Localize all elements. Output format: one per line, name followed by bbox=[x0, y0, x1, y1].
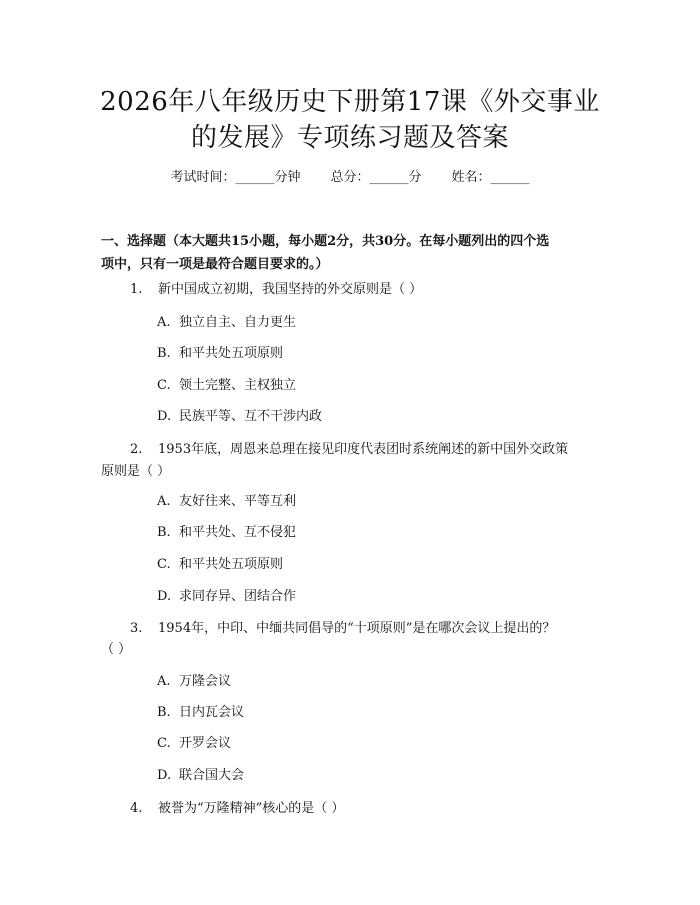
option-2b bbox=[157, 522, 296, 544]
option-text: 领土完整、主权独立 bbox=[179, 378, 297, 393]
option-3c bbox=[157, 733, 231, 755]
option-letter: A. bbox=[157, 674, 171, 689]
option-letter: C. bbox=[157, 736, 171, 751]
question-number: 2. bbox=[130, 442, 143, 457]
question-number: 1. bbox=[130, 282, 143, 297]
question-number: 4. bbox=[130, 801, 143, 816]
question-3-continuation: （ ） bbox=[101, 642, 132, 657]
total-score-field: 总分：______分 bbox=[330, 170, 422, 185]
document-title-line-1: 2026年八年级历史下册第17课《外交事业 bbox=[100, 87, 600, 117]
option-text: 联合国大会 bbox=[179, 768, 245, 783]
question-text: 1954年，中印、中缅共同倡导的“十项原则”是在哪次会议上提出的？ bbox=[158, 621, 556, 636]
option-text: 万隆会议 bbox=[179, 674, 232, 689]
option-2d bbox=[157, 586, 296, 608]
exam-info bbox=[0, 168, 700, 188]
option-text: 求同存异、团结合作 bbox=[179, 589, 297, 604]
question-3 bbox=[130, 618, 555, 640]
option-letter: B. bbox=[157, 705, 171, 720]
option-1c bbox=[157, 375, 296, 397]
option-1a bbox=[157, 312, 296, 334]
question-4 bbox=[130, 798, 344, 820]
option-letter: C. bbox=[157, 557, 171, 572]
option-1b bbox=[157, 343, 283, 365]
exam-time-field: 考试时间：______分钟 bbox=[170, 170, 301, 185]
option-text: 和平共处五项原则 bbox=[179, 346, 284, 361]
option-text: 独立自主、自力更生 bbox=[179, 315, 297, 330]
option-letter: C. bbox=[157, 378, 171, 393]
section-header-line-1: 一、选择题（本大题共15小题，每小题2分，共30分。在每小题列出的四个选 bbox=[101, 234, 550, 249]
option-3d bbox=[157, 765, 244, 787]
option-1d bbox=[157, 406, 322, 428]
section-header-line-2: 项中，只有一项是最符合题目要求的。） bbox=[101, 257, 329, 272]
option-letter: D. bbox=[157, 768, 172, 783]
question-2 bbox=[130, 439, 568, 461]
option-letter: D. bbox=[157, 409, 172, 424]
option-text: 日内瓦会议 bbox=[179, 705, 245, 720]
question-1 bbox=[130, 279, 422, 301]
option-text: 和平共处五项原则 bbox=[179, 557, 284, 572]
option-letter: A. bbox=[157, 494, 171, 509]
question-text: 1953年底，周恩来总理在接见印度代表团时系统阐述的新中国外交政策 bbox=[158, 442, 569, 457]
option-letter: A. bbox=[157, 315, 171, 330]
option-letter: B. bbox=[157, 525, 171, 540]
option-text: 和平共处、互不侵犯 bbox=[179, 525, 297, 540]
option-text: 友好往来、平等互利 bbox=[179, 494, 297, 509]
option-2c bbox=[157, 554, 283, 576]
document-title-line-2: 的发展》专项练习题及答案 bbox=[190, 123, 509, 153]
name-field: 姓名：______ bbox=[451, 170, 530, 185]
question-text: 新中国成立初期，我国坚持的外交原则是（ ） bbox=[158, 282, 423, 297]
option-letter: D. bbox=[157, 589, 172, 604]
question-text: 被誉为“万隆精神”核心的是（ ） bbox=[158, 801, 345, 816]
option-text: 民族平等、互不干涉内政 bbox=[179, 409, 323, 424]
option-3b bbox=[157, 702, 244, 724]
question-2-continuation: 原则是（ ） bbox=[101, 464, 171, 479]
option-3a bbox=[157, 671, 231, 693]
option-2a bbox=[157, 491, 296, 513]
question-number: 3. bbox=[130, 621, 143, 636]
option-text: 开罗会议 bbox=[179, 736, 232, 751]
option-letter: B. bbox=[157, 346, 171, 361]
